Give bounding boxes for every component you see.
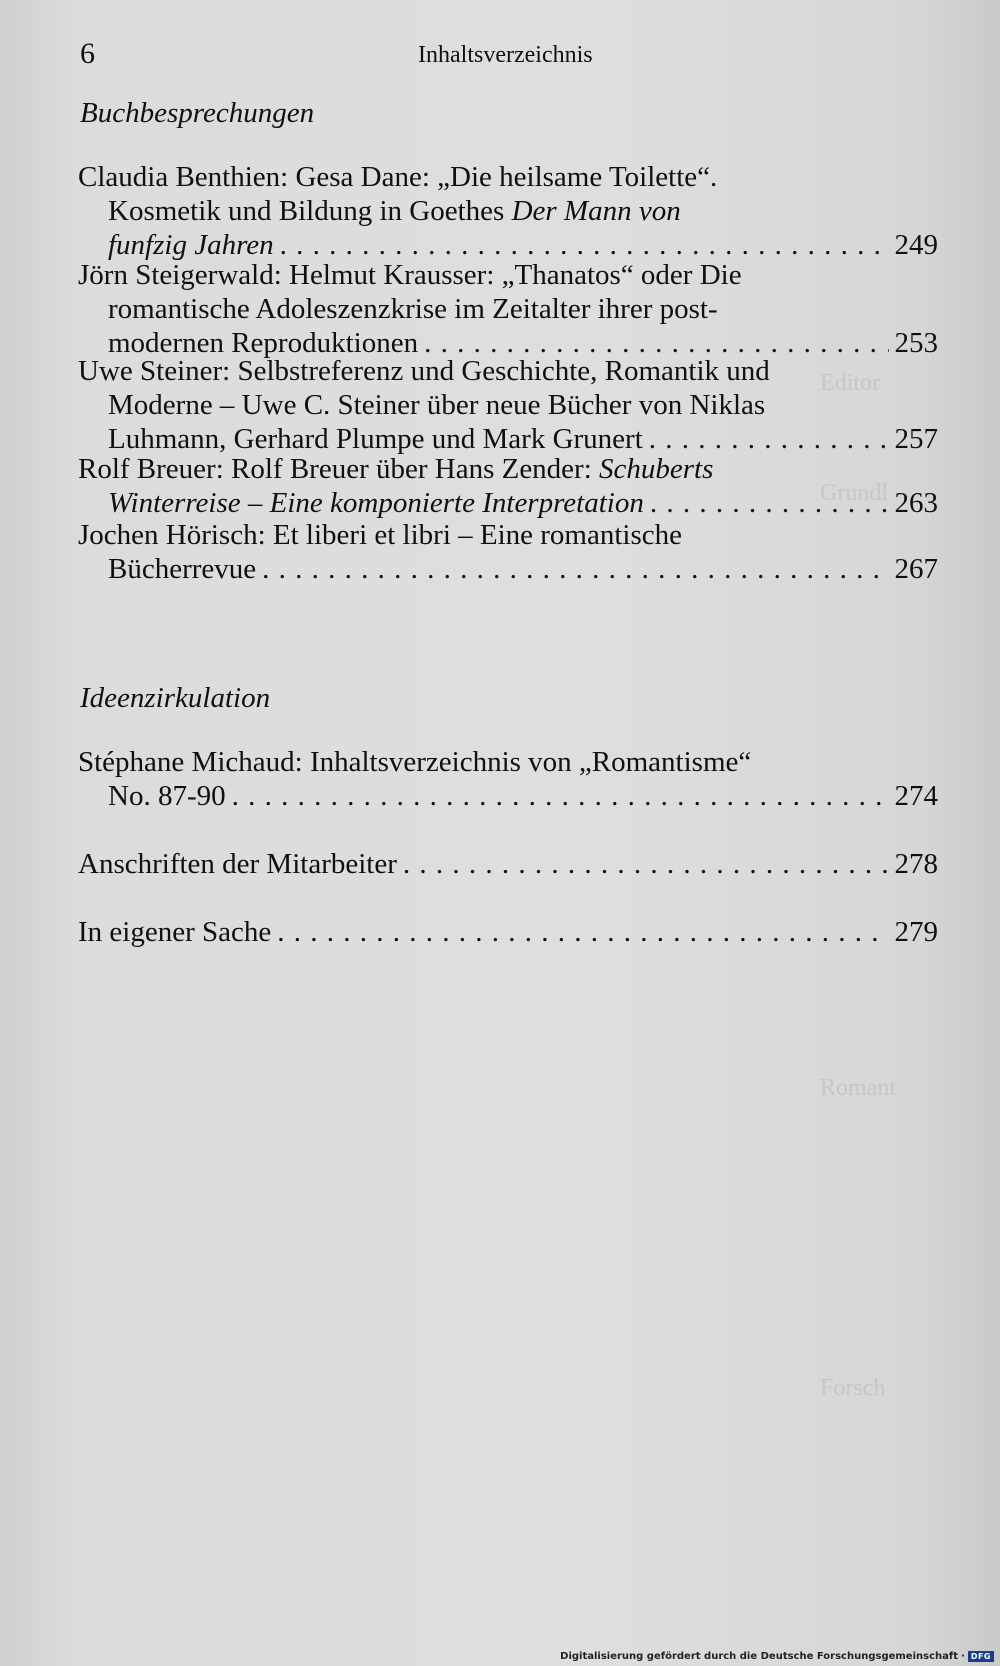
toc-line [78, 258, 938, 292]
toc-line [78, 552, 938, 586]
toc-line [78, 292, 938, 326]
toc-line [78, 160, 938, 194]
section-heading-buchbesprechungen: Buchbesprechungen [80, 97, 315, 129]
page-number: 6 [80, 37, 95, 70]
entry-text: Claudia Benthien: Gesa Dane: „Die heilsame Toilette“. [78, 161, 718, 193]
entry-text: Uwe Steiner: Selbstreferenz und Geschichte, Romantik und [78, 355, 770, 387]
dot-leader [280, 228, 889, 262]
dot-leader [649, 422, 889, 456]
toc-line [78, 228, 938, 262]
toc-line [78, 915, 938, 949]
section-heading-ideenzirkulation: Ideenzirkulation [80, 682, 271, 714]
page-ref: 249 [894, 229, 938, 261]
toc-line [78, 194, 938, 228]
toc-line [78, 847, 938, 881]
toc-line [78, 422, 938, 456]
toc-entry[interactable] [78, 745, 938, 813]
digitization-footer: Digitalisierung gefördert durch die Deutsche Forschungsgemeinschaft · DFG [560, 1651, 994, 1662]
page-ref: 253 [894, 327, 938, 359]
toc-entry[interactable] [78, 354, 938, 456]
entry-text: modernen Reproduktionen [108, 327, 419, 359]
page-ref: 267 [894, 553, 938, 585]
bleed-through-text: Forsch [820, 1375, 886, 1401]
entry-text: Jörn Steigerwald: Helmut Krausser: „Thanatos“ oder Die [78, 259, 742, 291]
dfg-logo-icon: DFG [968, 1651, 994, 1662]
bleed-through-text: Editor [820, 370, 880, 396]
toc-line [78, 486, 938, 520]
dot-leader [262, 552, 888, 586]
toc-entry-anschriften[interactable] [78, 847, 938, 881]
bleed-through-text: Romant [820, 1075, 896, 1101]
entry-title-italic: funfzig Jahren [108, 229, 274, 261]
entry-text: Luhmann, Gerhard Plumpe und Mark Grunert [108, 423, 643, 455]
entry-text: Anschriften der Mitarbeiter [78, 848, 397, 880]
toc-line [78, 779, 938, 813]
page-ref: 274 [894, 780, 938, 812]
entry-text: Jochen Hörisch: Et liberi et libri – Eine romantische [78, 519, 683, 551]
running-header: Inhaltsverzeichnis [418, 42, 593, 68]
page-ref: 278 [894, 848, 938, 880]
toc-entry-eigener-sache[interactable] [78, 915, 938, 949]
footer-text: Digitalisierung gefördert durch die Deutsche Forschungsgemeinschaft [560, 1651, 959, 1662]
entry-text: Bücherrevue [108, 553, 257, 585]
entry-text: In eigener Sache [78, 916, 272, 948]
toc-line [78, 388, 938, 422]
toc-entry[interactable] [78, 258, 938, 360]
entry-text: romantische Adoleszenzkrise im Zeitalter ihrer post- [108, 293, 718, 325]
toc-line [78, 745, 938, 779]
entry-text: Moderne – Uwe C. Steiner über neue Bücher von Niklas [108, 389, 766, 421]
entry-text: Rolf Breuer: Rolf Breuer über Hans Zender: [78, 453, 592, 485]
toc-line [78, 354, 938, 388]
toc-entry[interactable] [78, 452, 938, 520]
toc-line [78, 452, 938, 486]
toc-entry[interactable] [78, 160, 938, 262]
entry-text: No. 87-90 [108, 780, 226, 812]
page-ref: 257 [894, 423, 938, 455]
toc-line [78, 518, 938, 552]
entry-title-italic: Schuberts [599, 453, 714, 485]
dot-leader [232, 779, 889, 813]
dot-leader [403, 847, 889, 881]
entry-text: Kosmetik und Bildung in Goethes [108, 195, 505, 227]
page-ref: 263 [894, 487, 938, 519]
entry-title-italic: Winterreise – Eine komponierte Interpretation [108, 487, 644, 519]
page-ref: 279 [894, 916, 938, 948]
entry-text: Stéphane Michaud: Inhaltsverzeichnis von „Romantisme“ [78, 746, 752, 778]
bleed-through-text: Grundl [820, 480, 888, 506]
entry-title-italic: Der Mann von [511, 195, 681, 227]
dot-leader [650, 486, 889, 520]
toc-entry[interactable] [78, 518, 938, 586]
dot-leader [277, 915, 888, 949]
